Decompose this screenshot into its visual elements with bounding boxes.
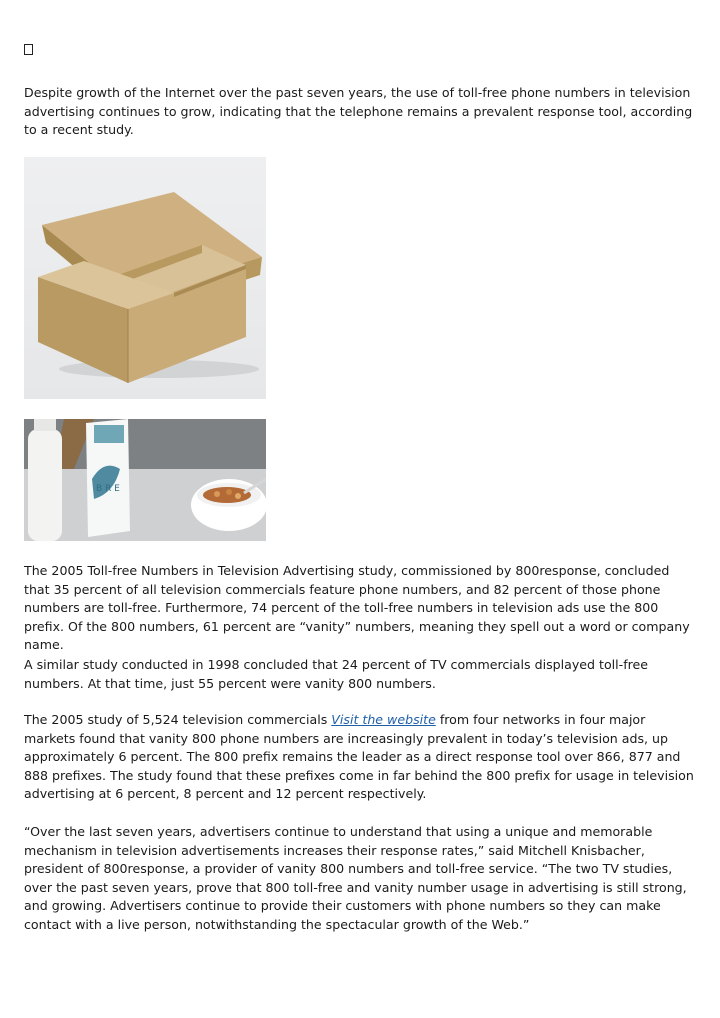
box-brand-text: B R E <box>96 484 120 494</box>
visit-website-link[interactable]: Visit the website <box>331 712 436 727</box>
quote-paragraph: “Over the last seven years, advertisers continue to understand that using a unique and memorable mechanism in television advertisements increases their response rates,” said Mitchell Knisbacher, president of 800response, a provider of vanity 800 numbers and toll-free service. “The two TV studies, over the past seven years, prove that 800 toll-free and vanity number usage in advertising is still strong, and growing. Advertisers continue to provide their customers with phone numbers so they can make contact with a live person, notwithstanding the spectacular growth of the Web.” <box>24 824 687 932</box>
kraft-box-image <box>24 157 266 399</box>
kraft-box-illustration <box>24 157 266 399</box>
p4-text-before: The 2005 study of 5,524 television commercials <box>24 712 332 727</box>
cereal-product-illustration <box>24 419 266 541</box>
study-findings-paragraph: The 2005 Toll-free Numbers in Television Advertising study, commissioned by 800response, concluded that 35 percent of all television commercials feature phone numbers, and 82 percent of those phone numbers are toll-free. Furthermore, 74 percent of the toll-free numbers in television ads use the 800 prefix. Of the 800 numbers, 61 percent are “vanity” numbers, meaning they spell out a word or company name. <box>24 563 690 653</box>
2005-study-paragraph <box>24 711 696 804</box>
intro-paragraph: Despite growth of the Internet over the past seven years, the use of toll-free phone numbers in television advertising continues to grow, indicating that the telephone remains a prevalent response tool, according to a recent study. <box>24 85 693 138</box>
1998-study-paragraph: A similar study conducted in 1998 concluded that 24 percent of TV commercials displayed toll-free numbers. At that time, just 55 percent were vanity 800 numbers. <box>24 657 649 691</box>
cereal-product-image <box>24 419 266 541</box>
missing-glyph-icon <box>24 44 33 55</box>
p4-text-after: from four networks in four major markets found that vanity 800 phone numbers are increasingly prevalent in today’s television ads, up approximately 6 percent. The 800 prefix remains the leader as a direct response tool over 866, 877 and 888 prefixes. The study found that these prefixes come in far behind the 800 prefix for usage in television advertising at 6 percent, 8 percent and 12 percent respectively. <box>24 712 694 802</box>
